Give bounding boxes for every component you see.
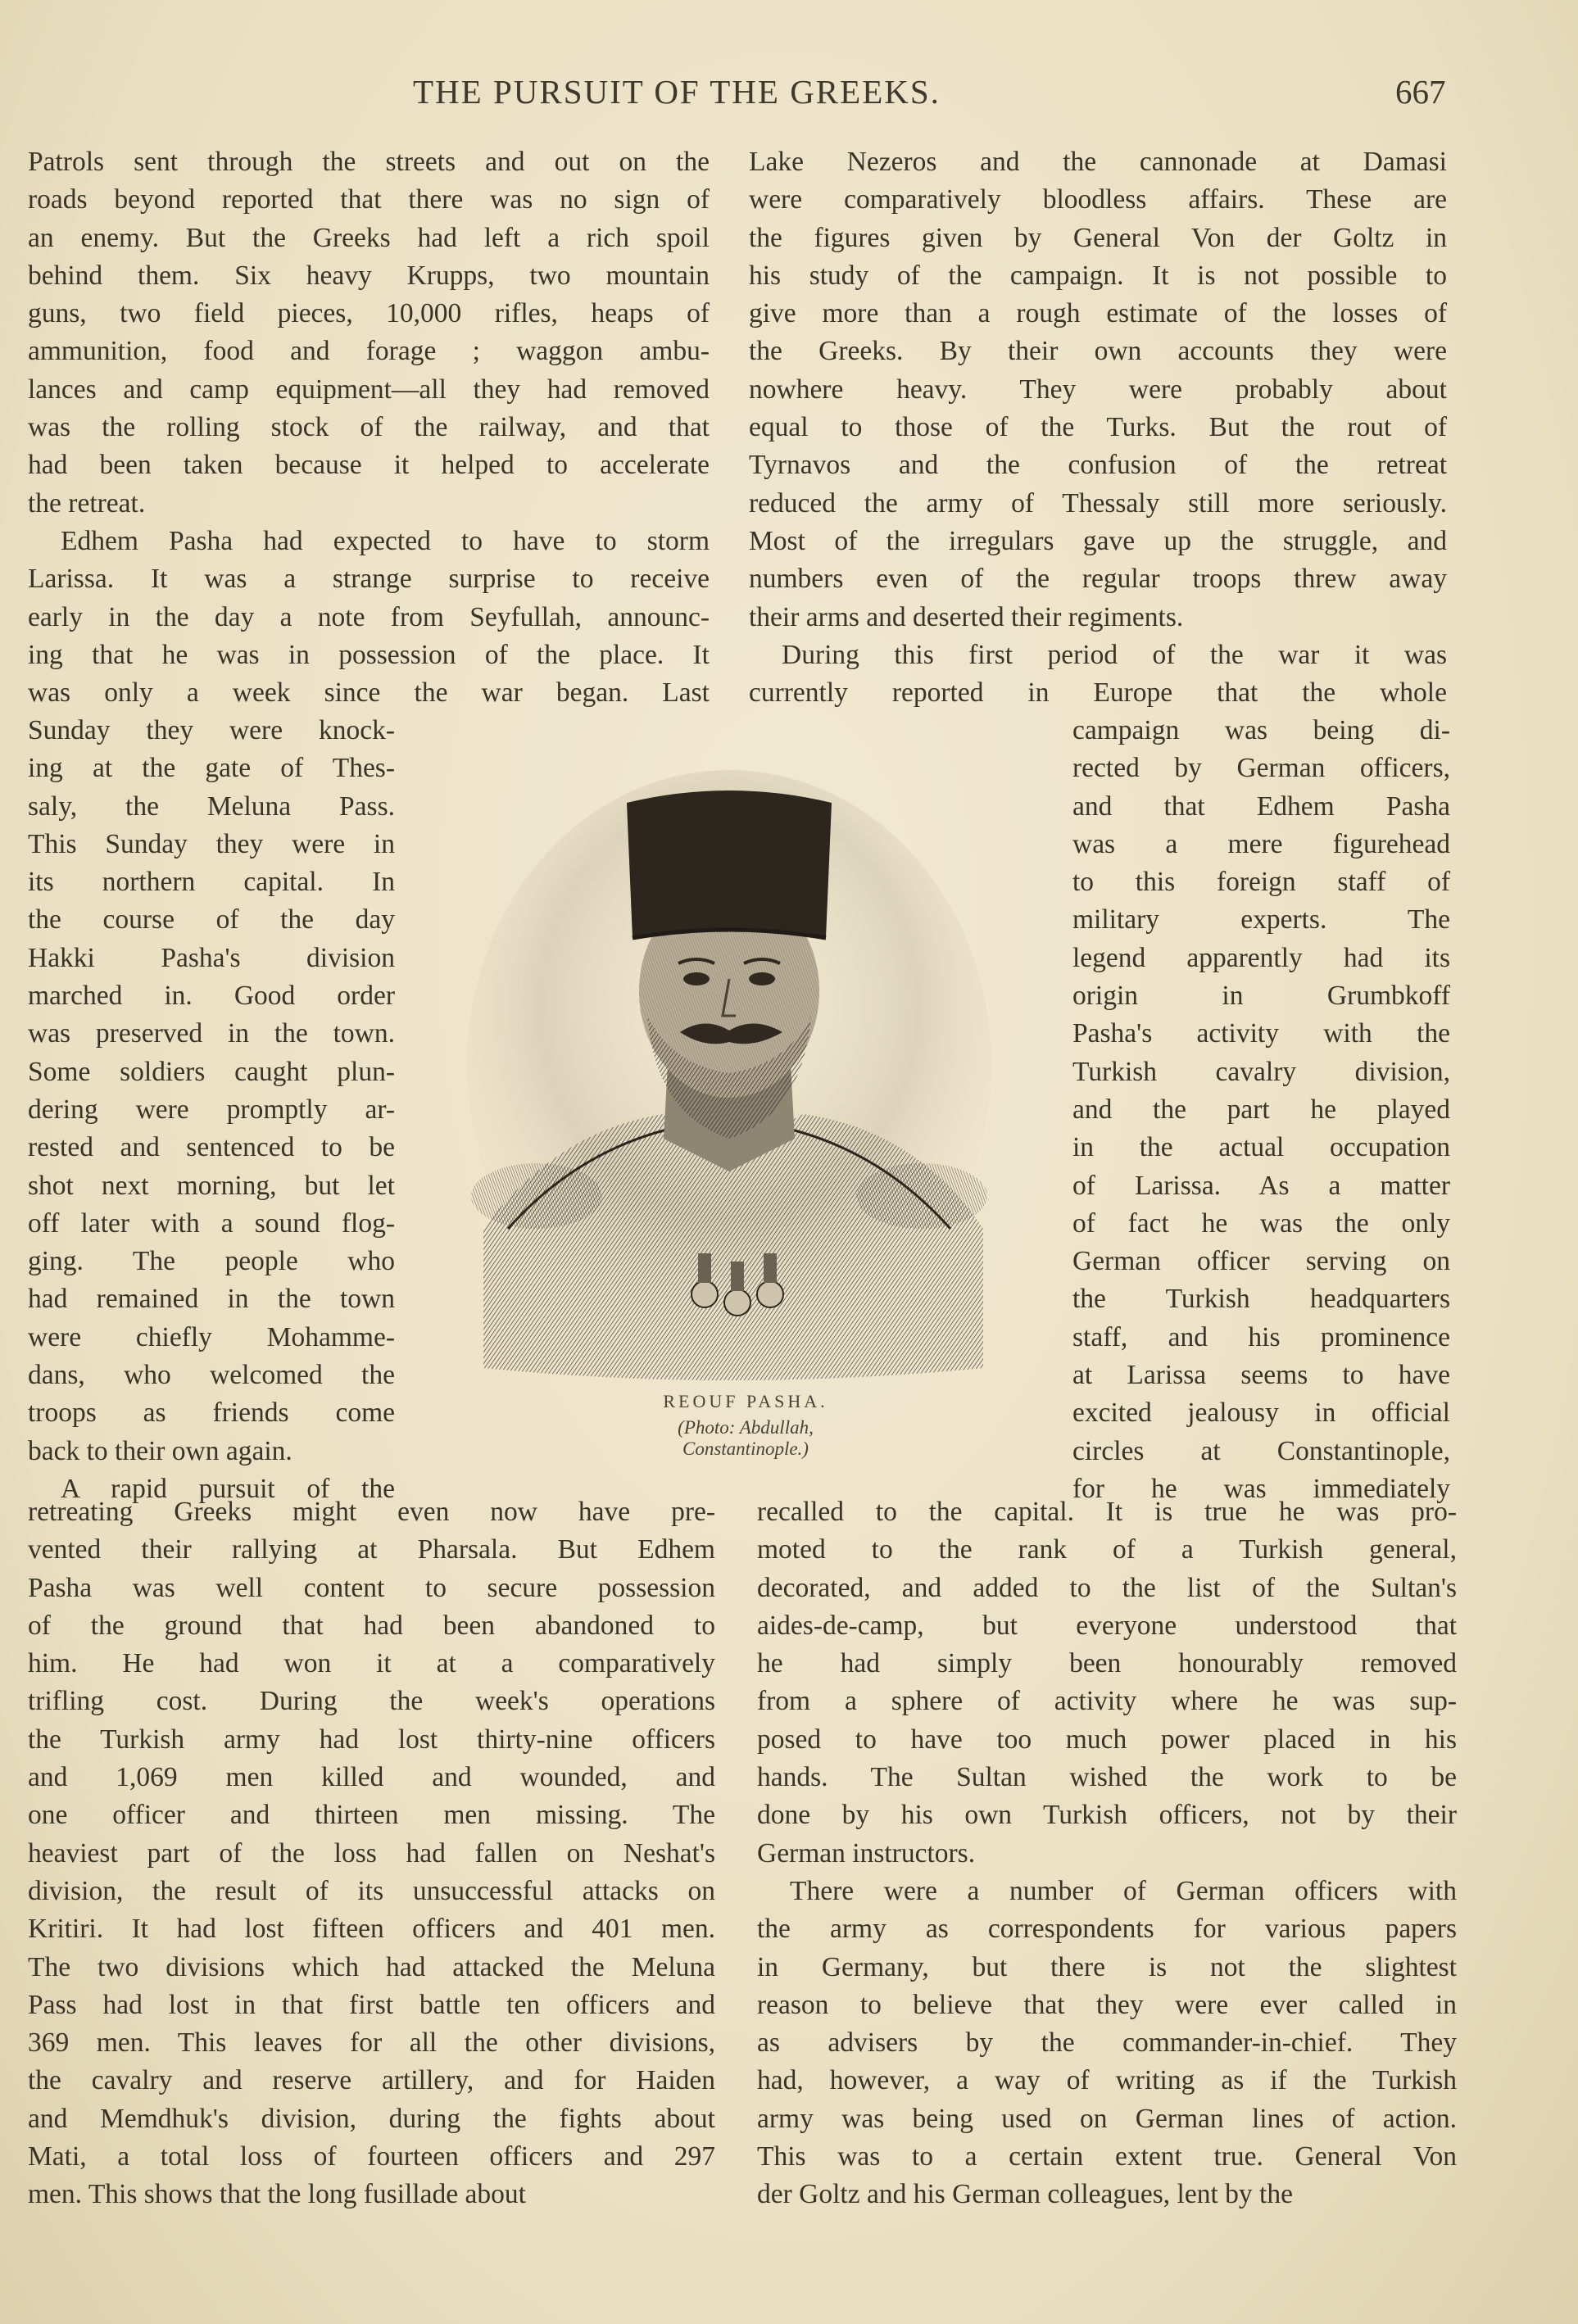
right-column-top <box>749 143 1447 712</box>
text-line: for he was immediately <box>1072 1473 1450 1504</box>
text-line: Mati, a total loss of fourteen officers and 297 <box>28 2141 715 2172</box>
text-line: Pass had lost in that first battle ten officers and <box>28 1989 715 2020</box>
text-line: vented their rallying at Pharsala. But Edhem <box>28 1534 715 1565</box>
text-line: retreating Greeks might even now have pre- <box>28 1497 715 1527</box>
text-line: There were a number of German officers with <box>790 1875 1457 1906</box>
text-line: campaign was being di- <box>1072 715 1450 745</box>
text-line: and that Edhem Pasha <box>1072 791 1450 822</box>
text-line: equal to those of the Turks. But the rout of <box>749 412 1447 443</box>
text-line: decorated, and added to the list of the Sultan's <box>757 1572 1457 1603</box>
left-column-top <box>28 143 710 712</box>
text-line: from a sphere of activity where he was sup- <box>757 1686 1457 1717</box>
text-line: were chiefly Mohamme- <box>28 1321 395 1352</box>
text-line: its northern capital. In <box>28 867 395 898</box>
text-line: back to their own again. <box>28 1435 292 1466</box>
text-line: Turkish cavalry division, <box>1072 1056 1450 1087</box>
text-line: an enemy. But the Greeks had left a rich spoil <box>28 222 710 253</box>
text-line: 369 men. This leaves for all the other divisions, <box>28 2027 715 2059</box>
text-line: and the part he played <box>1072 1094 1450 1125</box>
text-line: behind them. Six heavy Krupps, two mountain <box>28 260 710 291</box>
text-line: hands. The Sultan wished the work to be <box>757 1762 1457 1793</box>
text-line: currently reported in Europe that the whole <box>749 677 1447 709</box>
text-line: in Germany, but there is not the slightest <box>757 1951 1457 1982</box>
text-line: off later with a sound flog- <box>28 1207 395 1239</box>
text-line: done by his own Turkish officers, not by their <box>757 1800 1457 1831</box>
text-line: recalled to the capital. It is true he was pro- <box>757 1497 1457 1527</box>
text-line: one officer and thirteen men missing. The <box>28 1800 715 1831</box>
text-line: at Larissa seems to have <box>1072 1360 1450 1391</box>
text-line: heaviest part of the loss had fallen on Neshat's <box>28 1837 715 1869</box>
text-line: A rapid pursuit of the <box>61 1473 395 1504</box>
text-line: The two divisions which had attacked the Meluna <box>28 1951 715 1982</box>
text-line: Larissa. It was a strange surprise to receive <box>28 564 710 595</box>
text-line: trifling cost. During the week's operations <box>28 1686 715 1717</box>
text-line: Lake Nezeros and the cannonade at Damasi <box>749 147 1447 177</box>
text-line: origin in Grumbkoff <box>1072 981 1450 1012</box>
page-number: 667 <box>1395 73 1446 111</box>
text-line: legend apparently had its <box>1072 942 1450 973</box>
text-line: Kritiri. It had lost fifteen officers and 401 men. <box>28 1914 715 1945</box>
text-line: moted to the rank of a Turkish general, <box>757 1534 1457 1565</box>
right-column-wrap <box>1072 712 1450 1508</box>
text-line: had, however, a way of writing as if the Turkish <box>757 2065 1457 2096</box>
text-line: This was to a certain extent true. General Von <box>757 2141 1457 2172</box>
text-line: rected by German officers, <box>1072 753 1450 784</box>
text-line: him. He had won it at a comparatively <box>28 1648 715 1679</box>
text-line: the figures given by General Von der Goltz in <box>749 222 1447 253</box>
text-line: in the actual occupation <box>1072 1132 1450 1163</box>
text-line: This Sunday they were in <box>28 828 395 859</box>
text-line: marched in. Good order <box>28 981 395 1012</box>
text-line: rested and sentenced to be <box>28 1132 395 1163</box>
text-line: Tyrnavos and the confusion of the retreat <box>749 450 1447 481</box>
text-line: was preserved in the town. <box>28 1018 395 1049</box>
caption-name: REOUF PASHA. <box>663 1391 828 1411</box>
text-line: Hakki Pasha's division <box>28 942 395 973</box>
text-line: guns, two field pieces, 10,000 rifles, heaps of <box>28 298 710 329</box>
text-line: der Goltz and his German colleagues, lent by the <box>757 2179 1293 2210</box>
left-column-wrap <box>28 712 395 1508</box>
text-line: dans, who welcomed the <box>28 1360 395 1391</box>
right-column-bottom <box>757 1493 1457 2214</box>
text-line: roads beyond reported that there was no sign of <box>28 184 710 215</box>
text-line: had remained in the town <box>28 1284 395 1315</box>
text-line: staff, and his prominence <box>1072 1321 1450 1352</box>
text-line: of the ground that had been abandoned to <box>28 1610 715 1641</box>
text-line: excited jealousy in official <box>1072 1398 1450 1429</box>
text-line: he had simply been honourably removed <box>757 1648 1457 1679</box>
text-line: Patrols sent through the streets and out on the <box>28 147 710 177</box>
text-line: Pasha's activity with the <box>1072 1018 1450 1049</box>
text-line: ammunition, food and forage ; waggon ambu- <box>28 336 710 367</box>
text-line: as advisers by the commander-in-chief. They <box>757 2027 1457 2059</box>
portrait-image <box>459 770 1000 1393</box>
text-line: and Memdhuk's division, during the fights about <box>28 2103 715 2134</box>
text-line: his study of the campaign. It is not possible to <box>749 260 1447 291</box>
text-line: to this foreign staff of <box>1072 867 1450 898</box>
text-line: Pasha was well content to secure possession <box>28 1572 715 1603</box>
left-column-bottom <box>28 1493 715 2214</box>
text-line: nowhere heavy. They were probably about <box>749 374 1447 405</box>
text-line: ging. The people who <box>28 1246 395 1277</box>
text-line: reduced the army of Thessaly still more seriously. <box>749 487 1447 519</box>
text-line: dering were promptly ar- <box>28 1094 395 1125</box>
text-line: circles at Constantinople, <box>1072 1435 1450 1466</box>
text-line: numbers even of the regular troops threw away <box>749 564 1447 595</box>
text-line: the Greeks. By their own accounts they were <box>749 336 1447 367</box>
text-line: Most of the irregulars gave up the struggle, and <box>749 525 1447 556</box>
text-line: and 1,069 men killed and wounded, and <box>28 1762 715 1793</box>
text-line: division, the result of its unsuccessful attacks on <box>28 1875 715 1906</box>
text-line: ing that he was in possession of the place. It <box>28 639 710 670</box>
text-line: aides-de-camp, but everyone understood that <box>757 1610 1457 1641</box>
text-line: was only a week since the war began. Last <box>28 677 710 709</box>
text-line: their arms and deserted their regiments. <box>749 601 1184 632</box>
text-line: the course of the day <box>28 904 395 935</box>
text-line: the Turkish headquarters <box>1072 1284 1450 1315</box>
text-line: men. This shows that the long fusillade about <box>28 2179 526 2210</box>
text-line: early in the day a note from Seyfullah, announc- <box>28 601 710 632</box>
text-line: lances and camp equipment—all they had removed <box>28 374 710 405</box>
text-line: the Turkish army had lost thirty-nine officers <box>28 1724 715 1755</box>
running-header <box>0 72 1578 121</box>
portrait-engraving <box>459 770 1000 1393</box>
text-line: shot next morning, but let <box>28 1170 395 1201</box>
text-line: the army as correspondents for various papers <box>757 1914 1457 1945</box>
text-line: saly, the Meluna Pass. <box>28 791 395 822</box>
text-line: During this first period of the war it was <box>782 639 1447 670</box>
text-line: was a mere figurehead <box>1072 828 1450 859</box>
text-line: German officer serving on <box>1072 1246 1450 1277</box>
text-line: military experts. The <box>1072 904 1450 935</box>
text-line: Edhem Pasha had expected to have to storm <box>61 525 710 556</box>
text-line: German instructors. <box>757 1837 976 1869</box>
running-title: THE PURSUIT OF THE GREEKS. <box>413 73 941 111</box>
text-line: of fact he was the only <box>1072 1207 1450 1239</box>
text-line: of Larissa. As a matter <box>1072 1170 1450 1201</box>
figure-caption <box>647 1391 844 1460</box>
text-line: Sunday they were knock- <box>28 715 395 745</box>
text-line: army was being used on German lines of action. <box>757 2103 1457 2134</box>
text-line: posed to have too much power placed in his <box>757 1724 1457 1755</box>
text-line: ing at the gate of Thes- <box>28 753 395 784</box>
text-line: had been taken because it helped to accelerate <box>28 450 710 481</box>
text-line: was the rolling stock of the railway, and that <box>28 412 710 443</box>
caption-credit: (Photo: Abdullah, Constantinople.) <box>678 1417 814 1459</box>
text-line: the retreat. <box>28 487 146 519</box>
text-line: Some soldiers caught plun- <box>28 1056 395 1087</box>
text-line: the cavalry and reserve artillery, and for Haiden <box>28 2065 715 2096</box>
text-line: troops as friends come <box>28 1398 395 1429</box>
text-line: were comparatively bloodless affairs. These are <box>749 184 1447 215</box>
text-line: reason to believe that they were ever called in <box>757 1989 1457 2020</box>
text-line: give more than a rough estimate of the losses of <box>749 298 1447 329</box>
